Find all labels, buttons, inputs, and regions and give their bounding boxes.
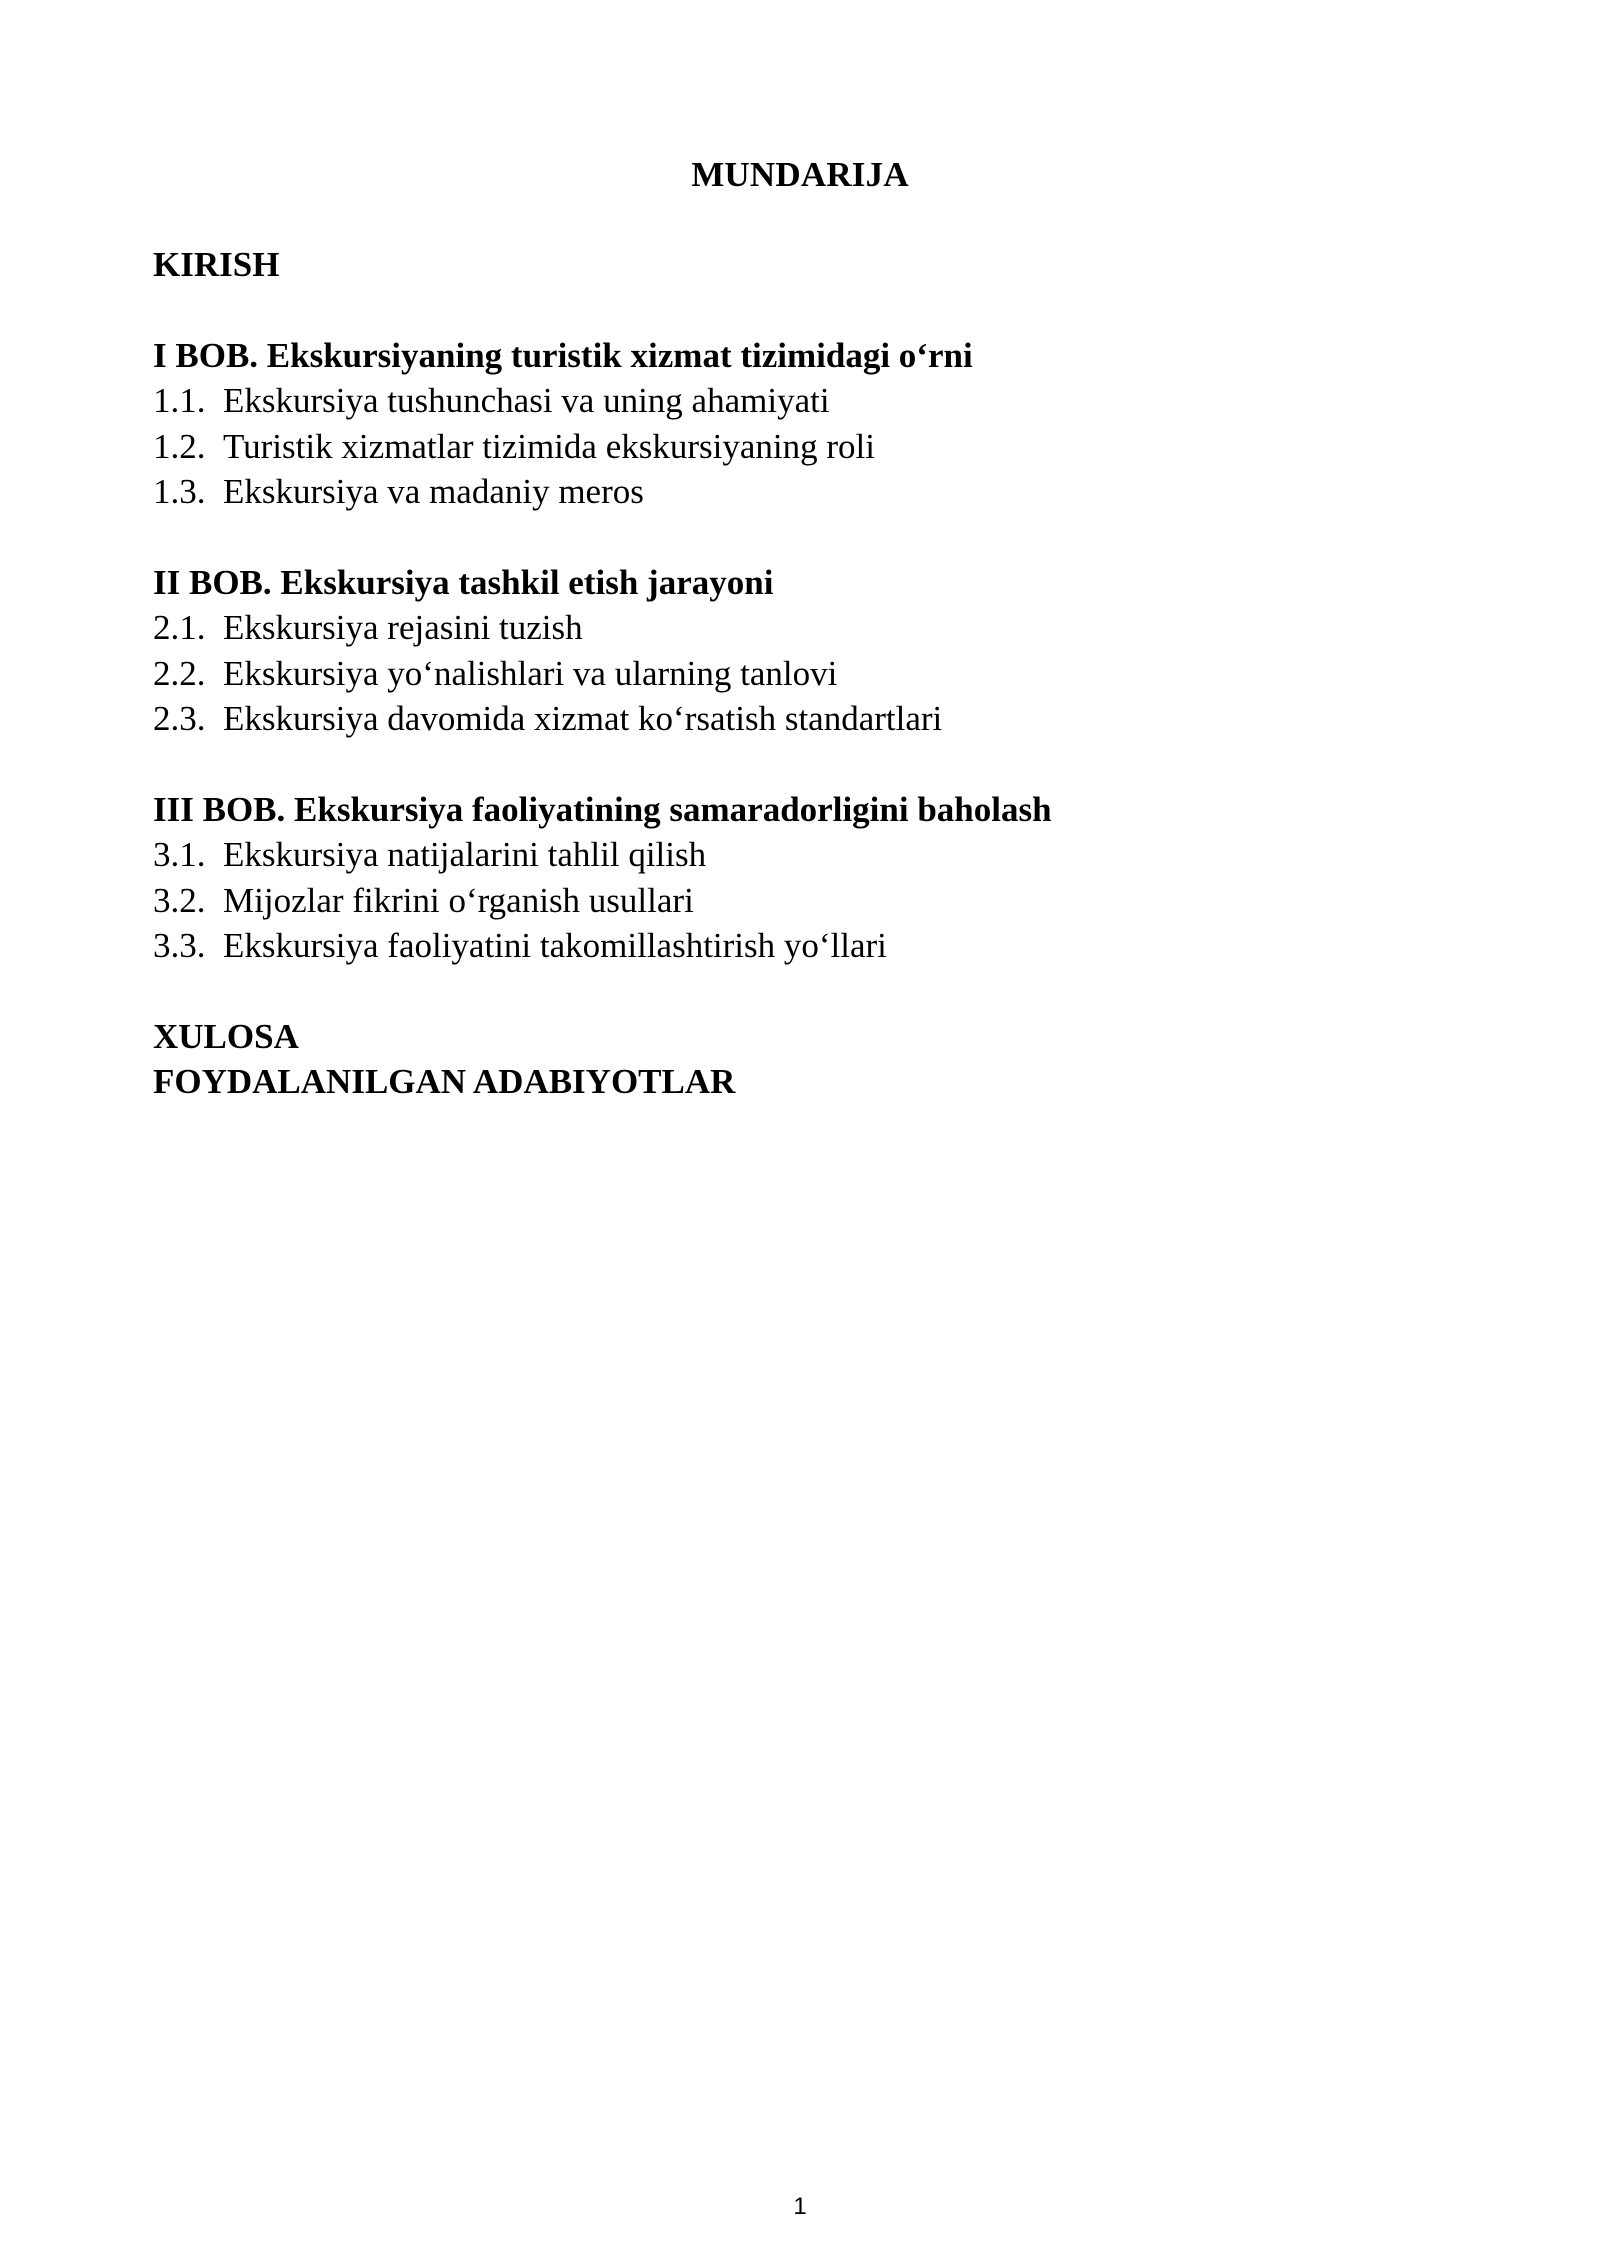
toc-item <box>153 923 1453 969</box>
spacer <box>153 515 1453 560</box>
item-text: Ekskursiya natijalarini tahlil qilish <box>223 835 707 874</box>
chapter-heading: II BOB. Ekskursiya tashkil etish jarayoni <box>153 562 774 602</box>
toc-references: FOYDALANILGAN ADABIYOTLAR <box>153 1062 736 1101</box>
toc-chapter-2 <box>153 560 1453 742</box>
item-text: Ekskursiya tushunchasi va uning ahamiyati <box>223 381 830 420</box>
item-text: Turistik xizmatlar tizimida ekskursiyaning roli <box>223 426 875 466</box>
toc-intro: KIRISH <box>153 245 280 284</box>
spacer <box>153 288 1453 333</box>
toc-title: MUNDARIJA <box>691 155 909 194</box>
item-text: Mijozlar fikrini o‘rganish usullari <box>223 880 694 920</box>
chapter-heading: III BOB. Ekskursiya faoliyatining samaradorligini baholash <box>153 789 1052 829</box>
toc-conclusion: XULOSA <box>153 1016 299 1056</box>
chapter-heading: I BOB. Ekskursiyaning turistik xizmat tizimidagi o‘rni <box>153 335 973 375</box>
toc-item <box>153 424 1453 470</box>
toc-item <box>153 378 1453 424</box>
item-number: 1.2. <box>153 426 206 466</box>
toc-item <box>153 878 1453 924</box>
toc-item <box>153 469 1453 515</box>
item-text: Ekskursiya va madaniy meros <box>223 472 644 511</box>
item-number: 2.3. <box>153 699 206 738</box>
toc-chapter-1 <box>153 333 1453 515</box>
spacer <box>153 969 1453 1014</box>
item-text: Ekskursiya faoliyatini takomillashtirish yo‘llari <box>223 926 887 965</box>
item-number: 3.3. <box>153 926 206 965</box>
item-number: 3.1. <box>153 835 206 874</box>
item-number: 3.2. <box>153 880 206 920</box>
item-text: Ekskursiya rejasini tuzish <box>223 608 583 647</box>
spacer <box>153 742 1453 787</box>
item-number: 1.3. <box>153 472 206 511</box>
page-number: 1 <box>793 2193 807 2220</box>
table-of-contents <box>153 242 1453 1105</box>
toc-item <box>153 605 1453 651</box>
item-text: Ekskursiya davomida xizmat ko‘rsatish standartlari <box>223 699 943 738</box>
item-number: 2.1. <box>153 608 206 647</box>
item-number: 2.2. <box>153 653 206 693</box>
toc-item <box>153 832 1453 878</box>
toc-item <box>153 651 1453 697</box>
item-number: 1.1. <box>153 381 206 420</box>
toc-chapter-3 <box>153 787 1453 969</box>
item-text: Ekskursiya yo‘nalishlari va ularning tanlovi <box>223 653 838 693</box>
toc-item <box>153 696 1453 742</box>
